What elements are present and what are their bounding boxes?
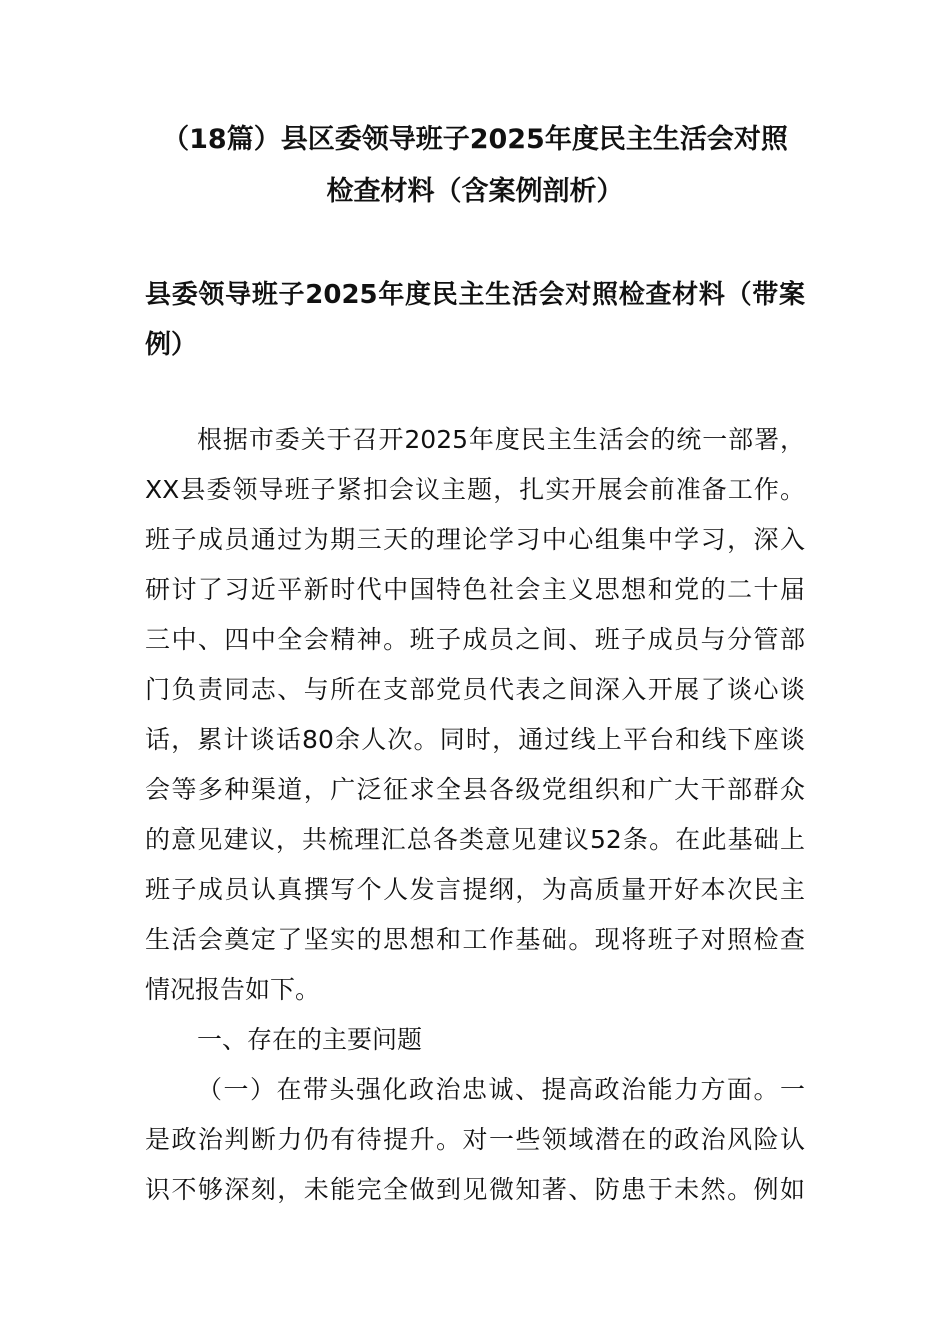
paragraph-line: XX县委领导班子紧扣会议主题，扎实开展会前准备工作。: [145, 475, 805, 504]
paragraph-line: 是政治判断力仍有待提升。对一些领域潜在的政治风险认: [145, 1125, 805, 1154]
document-title-line-1: （18篇）县区委领导班子2025年度民主生活会对照: [162, 124, 788, 155]
paragraph-line: 生活会奠定了坚实的思想和工作基础。现将班子对照检查: [145, 925, 805, 954]
paragraph-line: 会等多种渠道，广泛征求全县各级党组织和广大干部群众: [145, 775, 805, 804]
subsection-heading: 一、存在的主要问题: [197, 1025, 423, 1054]
paragraph-line: 的意见建议，共梳理汇总各类意见建议52条。在此基础上: [145, 825, 805, 854]
paragraph-line: 根据市委关于召开2025年度民主生活会的统一部署，: [197, 425, 805, 454]
document-title-line-2: 检查材料（含案例剖析）: [326, 176, 624, 207]
paragraph-line: 班子成员认真撰写个人发言提纲，为高质量开好本次民主: [145, 875, 805, 904]
paragraph-line: 研讨了习近平新时代中国特色社会主义思想和党的二十届: [145, 575, 805, 604]
paragraph-line: 话，累计谈话80余人次。同时，通过线上平台和线下座谈: [145, 725, 805, 754]
paragraph-line: （一）在带头强化政治忠诚、提高政治能力方面。一: [197, 1075, 805, 1104]
paragraph-line: 识不够深刻，未能完全做到见微知著、防患于未然。例如: [145, 1175, 805, 1204]
paragraph-line: 班子成员通过为期三天的理论学习中心组集中学习，深入: [145, 525, 805, 554]
section-heading-line-2: 例）: [145, 330, 198, 360]
paragraph-line: 三中、四中全会精神。班子成员之间、班子成员与分管部: [145, 625, 805, 654]
section-heading-line-1: 县委领导班子2025年度民主生活会对照检查材料（带案: [145, 280, 805, 310]
paragraph-line: 门负责同志、与所在支部党员代表之间深入开展了谈心谈: [145, 675, 805, 704]
paragraph-line: 情况报告如下。: [145, 975, 321, 1004]
